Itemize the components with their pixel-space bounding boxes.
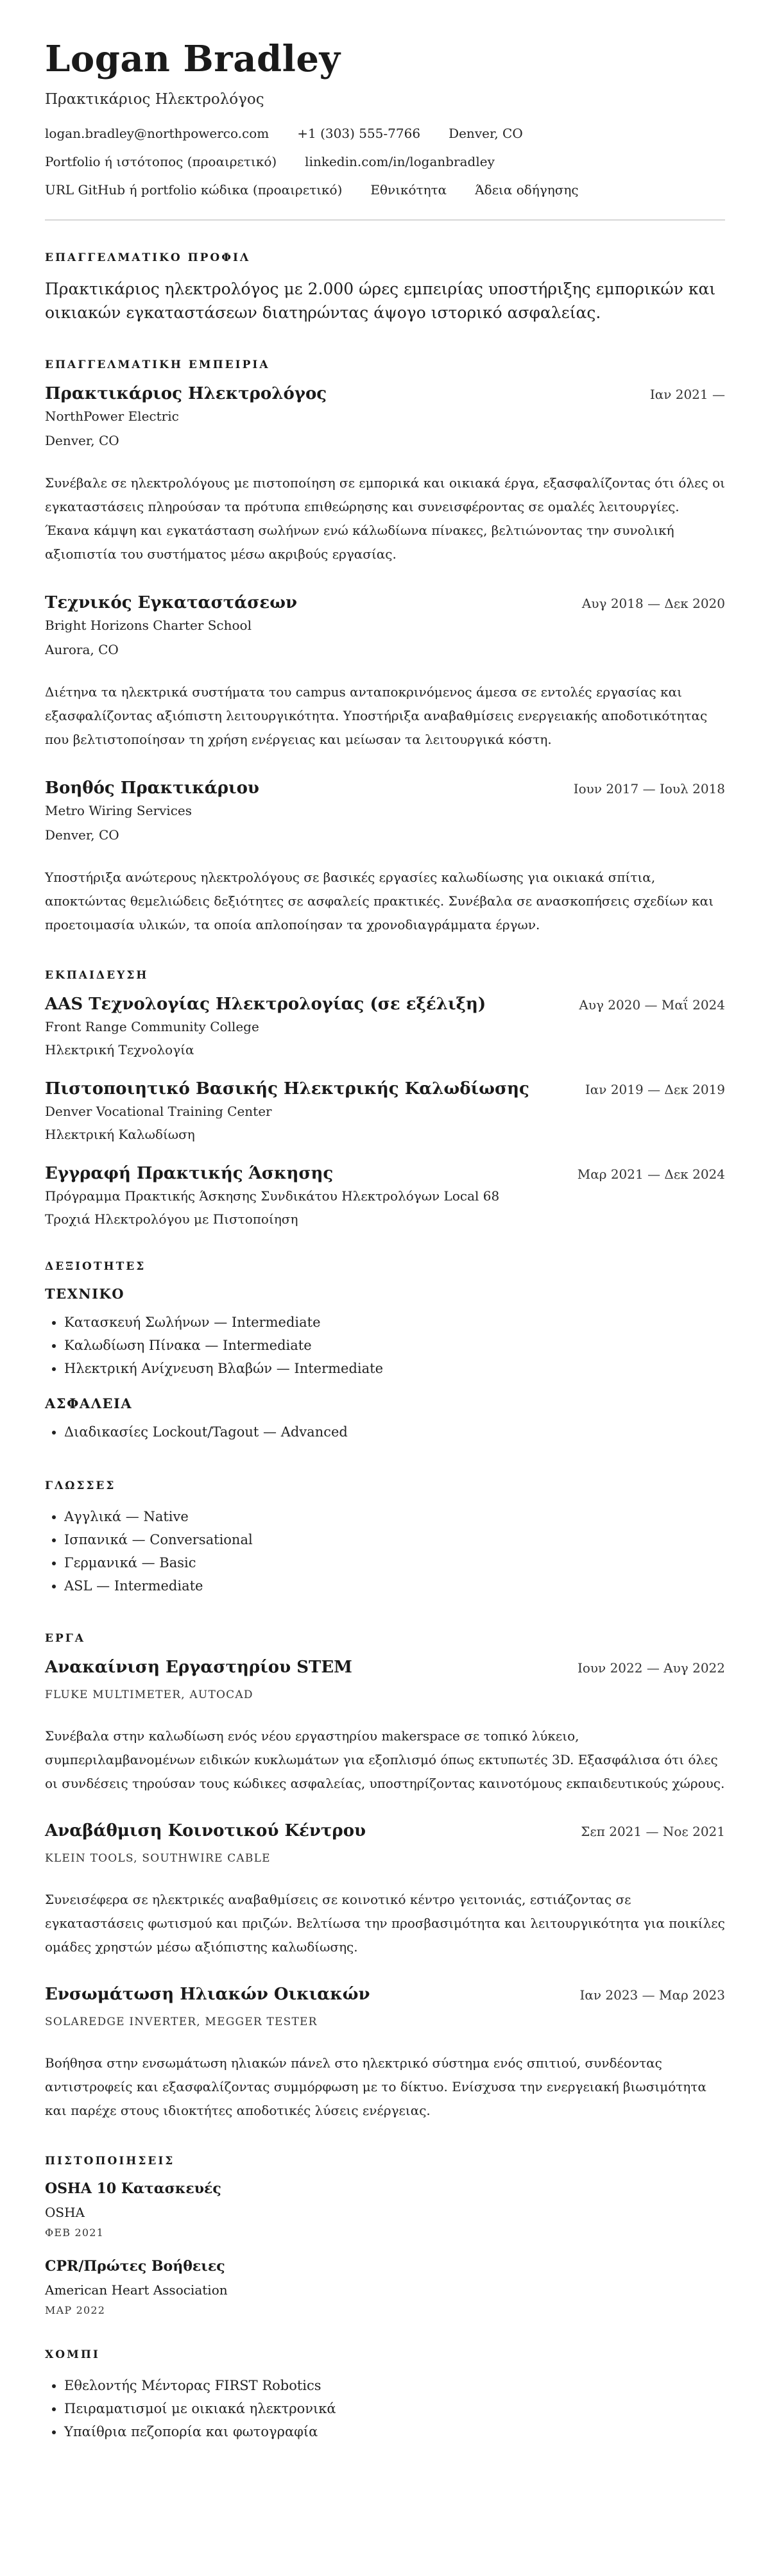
company-name: NorthPower Electric xyxy=(45,408,179,424)
nationality-text: Εθνικότητα xyxy=(370,181,447,198)
school-name: Denver Vocational Training Center xyxy=(45,1103,272,1119)
company-name: Bright Horizons Charter School xyxy=(45,617,252,633)
education-date: Ιαν 2019 — Δεκ 2019 xyxy=(585,1081,725,1097)
education-field: Τροχιά Ηλεκτρολόγου με Πιστοποίηση xyxy=(45,1211,298,1227)
email-link[interactable]: logan.bradley@northpowerco.com xyxy=(45,125,270,141)
job-location: Denver, CO xyxy=(45,432,119,448)
section-title-certifications: ΠΙΣΤΟΠΟΙΗΣΕΙΣ xyxy=(45,2154,175,2168)
project-description: Βοήθησα στην ενσωμάτωση ηλιακών πάνελ στο ηλεκτρικό σύστημα ενός σπιτιού, συνδέοντας αντιστροφείς και εξασφαλίζοντας συμμόρφωση με το δίκτυο. Ενίσχυσα την ενεργειακή βιωσιμότητα και παρέχε στους ιδιοκτήτες αποδοτικές λύσεις ενέργειας. xyxy=(45,2055,706,2118)
school-name: Πρόγραμμα Πρακτικής Άσκησης Συνδικάτου Ηλεκτρολόγων Local 68 xyxy=(45,1188,500,1204)
project-date: Σεπ 2021 — Νοε 2021 xyxy=(581,1823,725,1839)
certification-date: ΦΕΒ 2021 xyxy=(45,2226,104,2239)
job-date: Ιαν 2021 — xyxy=(649,386,725,402)
project-tools: SOLAREDGE INVERTER, MEGGER TESTER xyxy=(45,2015,318,2028)
project-description: Συνέβαλα στην καλωδίωση ενός νέου εργαστηρίου makerspace σε τοπικό λύκειο, συμπεριλαμβανομένων ειδικών κυκλωμάτων για εξοπλισμό όπως εκτυπωτές 3D. Εξασφάλισα ότι όλες οι συνδέσεις τηρούσαν τους κώδικες ασφαλείας, υποστηρίζοντας καινοτόμους εκπαιδευτικούς χώρους. xyxy=(45,1728,725,1791)
project-name: Ανακαίνιση Εργαστηρίου STEM xyxy=(45,1657,352,1677)
job-description: Υποστήριξα ανώτερους ηλεκτρολόγους σε βασικές εργασίες καλωδίωσης για οικιακά σπίτια, αποκτώντας θεμελιώδεις δεξιότητες σε ασφαλείς πρακτικές. Συνέβαλα σε ανασκοπήσεις σχεδίων και προετοιμασία υλικών, τα οποία απλοποίησαν τα χρονοδιαγράμματα έργων. xyxy=(45,869,714,932)
skill-item: • Διαδικασίες Lockout/Tagout — Advanced xyxy=(64,1420,725,1444)
language-item: • ASL — Intermediate xyxy=(64,1574,725,1597)
job-title: Τεχνικός Εγκαταστάσεων xyxy=(45,593,298,612)
degree-title: Πιστοποιητικό Βασικής Ηλεκτρικής Καλωδίωσης xyxy=(45,1079,529,1099)
section-title-projects: ΕΡΓΑ xyxy=(45,1631,85,1645)
section-title-languages: ΓΛΩΣΣΕΣ xyxy=(45,1479,116,1492)
candidate-name: Logan Bradley xyxy=(45,38,341,80)
skills-safety-heading: ΑΣΦΑΛΕΙΑ xyxy=(45,1395,133,1411)
section-title-skills: ΔΕΞΙΟΤΗΤΕΣ xyxy=(45,1259,146,1273)
job-description: Διέτηνα τα ηλεκτρικά συστήματα του campus ανταποκρινόμενος άμεσα σε εντολές εργασίας και εξασφαλίζοντας αξιόπιστη λειτουργικότητα. Υποστήριξα αναβαθμίσεις ενεργειακής αποδοτικότητας που βελτιστοποίησαν τη χρήση ενέργειας και μείωσαν τα λειτουργικά κόστη. xyxy=(45,684,708,747)
project-item xyxy=(45,1821,725,1959)
project-tools: KLEIN TOOLS, SOUTHWIRE CABLE xyxy=(45,1851,271,1865)
education-date: Αυγ 2020 — Μαΐ 2024 xyxy=(579,997,725,1013)
language-item: • Γερμανικά — Basic xyxy=(64,1551,725,1574)
job-description: Συνέβαλε σε ηλεκτρολόγους με πιστοποίηση σε εμπορικά και οικιακά έργα, εξασφαλίζοντας ότι όλες οι εγκαταστάσεις πληρούσαν τα πρότυπα επιθεώρησης και συνεισφέροντας σε ομαλές λειτουργίες. Έκανα κάμψη και εγκατάσταση σωλήνων ενώ κάλωδίωνα πίνακες, βελτιώνοντας την συνολική αξιοπιστία του συστήματος μέσω ακριβούς εργασίας. xyxy=(45,475,725,562)
experience-item xyxy=(45,384,725,566)
project-date: Ιαν 2023 — Μαρ 2023 xyxy=(579,1987,725,2003)
skill-item: • Καλωδίωση Πίνακα — Intermediate xyxy=(64,1334,725,1357)
job-date: Αυγ 2018 — Δεκ 2020 xyxy=(581,595,725,611)
job-location: Denver, CO xyxy=(45,827,119,843)
location-text: Denver, CO xyxy=(449,125,523,141)
company-name: Metro Wiring Services xyxy=(45,802,193,818)
certification-item xyxy=(45,2180,725,2239)
github-link[interactable]: URL GitHub ή portfolio κώδικα (προαιρετικό) xyxy=(45,181,343,198)
job-title: Βοηθός Πρακτικάριου xyxy=(45,778,259,798)
section-title-experience: ΕΠΑΓΓΕΛΜΑΤΙΚΗ ΕΜΠΕΙΡΙΑ xyxy=(45,358,270,371)
degree-title: AAS Τεχνολογίας Ηλεκτρολογίας (σε εξέλιξη) xyxy=(45,994,486,1014)
project-item xyxy=(45,1985,725,2123)
project-name: Αναβάθμιση Κοινοτικού Κέντρου xyxy=(45,1821,366,1840)
hobbies-list xyxy=(45,2374,725,2443)
section-title-profile: ΕΠΑΓΓΕΛΜΑΤΙΚΟ ΠΡΟΦΙΛ xyxy=(45,251,251,264)
phone-number[interactable]: +1 (303) 555-7766 xyxy=(297,125,421,141)
project-description: Συνεισέφερα σε ηλεκτρικές αναβαθμίσεις σε κοινοτικό κέντρο γειτονιάς, εστιάζοντας σε εγκαταστάσεις φωτισμού και πριζών. Βελτίωσα την προσβασιμότητα και λειτουργικότητα για ποικίλες ομάδες χρηστών μέσω αξιόπιστης καλωδίωσης. xyxy=(45,1891,725,1955)
skills-safety-list xyxy=(45,1420,725,1444)
education-field: Ηλεκτρική Τεχνολογία xyxy=(45,1041,194,1057)
education-field: Ηλεκτρική Καλωδίωση xyxy=(45,1126,195,1142)
profile-summary: Πρακτικάριος ηλεκτρολόγος με 2.000 ώρες εμπειρίας υποστήριξης εμπορικών και οικιακών εγκαταστάσεων διατηρώντας άψογο ιστορικό ασφαλείας. xyxy=(45,279,716,323)
certification-item xyxy=(45,2258,725,2316)
skills-technical-list xyxy=(45,1311,725,1380)
contact-row-links xyxy=(45,154,725,169)
language-item: • Αγγλικά — Native xyxy=(64,1505,725,1528)
education-date: Μαρ 2021 — Δεκ 2024 xyxy=(577,1166,725,1182)
portfolio-link[interactable]: Portfolio ή ιστότοπος (προαιρετικό) xyxy=(45,153,277,169)
job-location: Aurora, CO xyxy=(45,641,119,657)
certification-issuer: OSHA xyxy=(45,2204,85,2220)
header-divider xyxy=(45,219,725,221)
section-title-education: ΕΚΠΑΙΔΕΥΣΗ xyxy=(45,968,149,982)
degree-title: Εγγραφή Πρακτικής Άσκησης xyxy=(45,1163,334,1183)
school-name: Front Range Community College xyxy=(45,1018,259,1034)
experience-item xyxy=(45,593,725,752)
candidate-headline: Πρακτικάριος Ηλεκτρολόγος xyxy=(45,90,264,108)
language-item: • Ισπανικά — Conversational xyxy=(64,1528,725,1551)
education-item xyxy=(45,1079,725,1142)
skills-technical-heading: ΤΕΧΝΙΚΟ xyxy=(45,1285,124,1302)
certification-name: OSHA 10 Κατασκευές xyxy=(45,2180,221,2197)
section-title-hobbies: ΧΟΜΠΙ xyxy=(45,2348,100,2361)
project-date: Ιουν 2022 — Αυγ 2022 xyxy=(577,1660,725,1676)
hobby-item: • Εθελοντής Μέντορας FIRST Robotics xyxy=(64,2374,725,2397)
certification-name: CPR/Πρώτες Βοήθειες xyxy=(45,2257,225,2275)
linkedin-link[interactable]: linkedin.com/in/loganbradley xyxy=(305,153,495,169)
contact-row-extra xyxy=(45,182,725,198)
experience-item xyxy=(45,779,725,937)
job-date: Ιουν 2017 — Ιουλ 2018 xyxy=(573,780,725,796)
certification-date: ΜΑΡ 2022 xyxy=(45,2303,106,2316)
license-text: Άδεια οδήγησης xyxy=(475,181,579,198)
contact-row-primary xyxy=(45,126,725,141)
education-item xyxy=(45,1164,725,1227)
project-tools: FLUKE MULTIMETER, AUTOCAD xyxy=(45,1688,253,1701)
project-name: Ενσωμάτωση Ηλιακών Οικιακών xyxy=(45,1984,370,2004)
skill-item: • Ηλεκτρική Ανίχνευση Βλαβών — Intermediate xyxy=(64,1357,725,1380)
job-title: Πρακτικάριος Ηλεκτρολόγος xyxy=(45,383,327,403)
hobby-item: • Πειραματισμοί με οικιακά ηλεκτρονικά xyxy=(64,2397,725,2420)
education-item xyxy=(45,995,725,1057)
skill-item: • Κατασκευή Σωλήνων — Intermediate xyxy=(64,1311,725,1334)
languages-list xyxy=(45,1505,725,1597)
hobby-item: • Υπαίθρια πεζοπορία και φωτογραφία xyxy=(64,2420,725,2443)
project-item xyxy=(45,1658,725,1796)
certification-issuer: American Heart Association xyxy=(45,2282,228,2298)
